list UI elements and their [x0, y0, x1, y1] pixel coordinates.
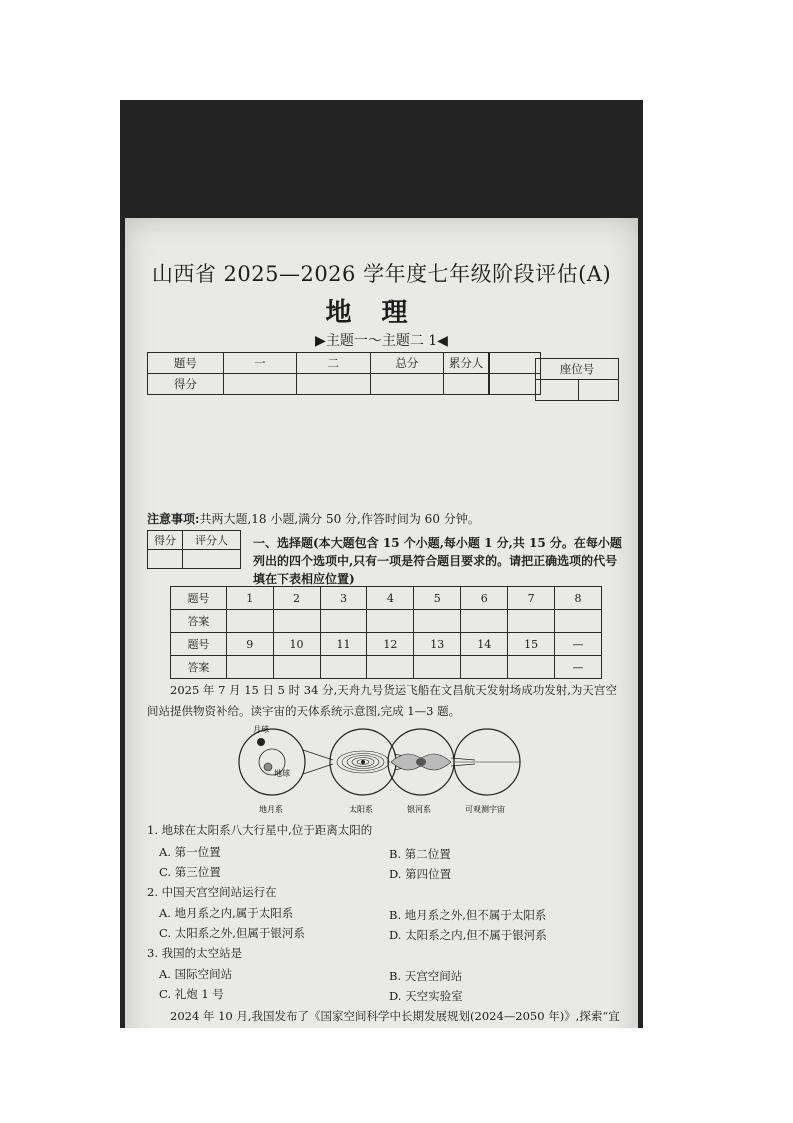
question-option[interactable]: C. 太阳系之外,但属于银河系 — [159, 926, 305, 940]
answer-cell: 答案 — [171, 656, 227, 679]
intro-paragraph-1: 2025 年 7 月 15 日 5 时 34 分,天舟九号货运飞船在文昌航天发射场成功发射,为天宫空间站提供物资补给。读宇宙的天体系统示意图,完成 1—3 题。 — [147, 683, 617, 718]
grader-score-label: 得分 — [148, 531, 183, 550]
photo-background — [120, 100, 643, 1028]
question-option[interactable]: B. 地月系之外,但不属于太阳系 — [389, 908, 547, 922]
answer-blank[interactable] — [508, 610, 555, 633]
answer-cell: 9 — [226, 633, 273, 656]
answer-blank[interactable] — [226, 656, 273, 679]
score-cell[interactable] — [223, 374, 296, 395]
subject-title: 地理 — [325, 298, 438, 328]
moon-dot — [257, 738, 265, 746]
seat-label: 座位号 — [536, 359, 619, 380]
notice-text: 共两大题,18 小题,满分 50 分,作答时间为 60 分钟。 — [199, 512, 480, 526]
answer-cell: 4 — [367, 587, 414, 610]
answer-blank[interactable] — [320, 656, 367, 679]
celestial-system-diagram — [235, 720, 535, 816]
question-option[interactable]: D. 第四位置 — [389, 867, 452, 881]
score-cell: 题号 — [148, 353, 224, 374]
answer-blank[interactable] — [367, 610, 414, 633]
diagram-label: 可观测宇宙 — [465, 805, 505, 814]
answer-cell: 2 — [273, 587, 320, 610]
question-option[interactable]: B. 天宫空间站 — [389, 969, 463, 983]
answer-blank[interactable] — [273, 656, 320, 679]
grader-table — [147, 530, 241, 569]
answer-blank[interactable] — [367, 656, 414, 679]
score-cell: 累分人 — [444, 353, 489, 374]
answer-blank[interactable] — [555, 610, 602, 633]
answer-cell: 6 — [461, 587, 508, 610]
answer-blank[interactable] — [414, 656, 461, 679]
earth-dot — [264, 763, 272, 771]
notice-label: 注意事项: — [147, 512, 200, 526]
score-table — [147, 352, 489, 395]
question-stem: 1. 地球在太阳系八大行星中,位于距离太阳的 — [147, 823, 373, 837]
answer-cell: 8 — [555, 587, 602, 610]
question-option[interactable]: A. 地月系之内,属于太阳系 — [159, 906, 294, 920]
diagram-label: 太阳系 — [349, 805, 373, 814]
answer-cell: 7 — [508, 587, 555, 610]
question-option[interactable]: D. 太阳系之内,但不属于银河系 — [389, 928, 547, 942]
answer-blank[interactable] — [461, 610, 508, 633]
question-stem: 3. 我国的太空站是 — [147, 946, 243, 960]
answer-cell: 题号 — [171, 587, 227, 610]
answer-cell: 14 — [461, 633, 508, 656]
score-cell: 得分 — [148, 374, 224, 395]
question-option[interactable]: B. 第二位置 — [389, 847, 451, 861]
answer-table — [170, 586, 602, 679]
topic-line: ▶主题一～主题二 1◀ — [315, 333, 448, 349]
score-cell: 二 — [297, 353, 370, 374]
question-stem: 2. 中国天宫空间站运行在 — [147, 885, 277, 899]
question-option[interactable]: A. 第一位置 — [159, 845, 221, 859]
score-cell[interactable] — [370, 374, 444, 395]
answer-cell: 10 — [273, 633, 320, 656]
answer-cell: 1 — [226, 587, 273, 610]
answer-blank[interactable] — [461, 656, 508, 679]
answer-cell: 13 — [414, 633, 461, 656]
earth-label: 地球 — [274, 769, 290, 778]
answer-cell: 3 — [320, 587, 367, 610]
question-option[interactable]: C. 礼炮 1 号 — [159, 987, 224, 1001]
answer-cell: 题号 — [171, 633, 227, 656]
question-option[interactable]: D. 天空实验室 — [389, 989, 463, 1003]
question-option[interactable]: C. 第三位置 — [159, 865, 221, 879]
notice — [147, 510, 480, 527]
diagram-label: 银河系 — [407, 805, 431, 814]
score-cell: 一 — [223, 353, 296, 374]
answer-cell: 15 — [508, 633, 555, 656]
answer-blank[interactable] — [273, 610, 320, 633]
score-table-extra — [489, 352, 541, 395]
answer-cell: — — [555, 656, 602, 679]
exam-title: 山西省 2025—2026 学年度七年级阶段评估(A) — [151, 262, 612, 286]
score-cell[interactable] — [297, 374, 370, 395]
answer-cell: 5 — [414, 587, 461, 610]
exam-paper — [125, 218, 638, 1028]
seat-table — [535, 358, 619, 401]
answer-blank[interactable] — [508, 656, 555, 679]
grader-reviewer-label: 评分人 — [183, 531, 241, 550]
answer-blank[interactable] — [320, 610, 367, 633]
score-cell[interactable] — [444, 374, 489, 395]
moon-label: 月球 — [253, 725, 269, 734]
section-heading: 一、选择题(本大题包含 15 个小题,每小题 1 分,共 15 分。在每小题列出的四个选项中,只有一项是符合题目要求的。请把正确选项的代号填在下表相应位置) — [253, 536, 622, 586]
answer-blank[interactable] — [414, 610, 461, 633]
answer-cell: 答案 — [171, 610, 227, 633]
answer-cell: — — [555, 633, 602, 656]
score-cell: 总分 — [370, 353, 444, 374]
earth-moon-circle — [239, 729, 305, 795]
diagram-label: 地月系 — [259, 805, 283, 814]
answer-blank[interactable] — [226, 610, 273, 633]
intro-paragraph-2: 2024 年 10 月,我国发布了《国家空间科学中长期发展规划(2024—2050 年)》,探索“宜 — [170, 1009, 620, 1023]
answer-cell: 11 — [320, 633, 367, 656]
question-option[interactable]: A. 国际空间站 — [159, 967, 233, 981]
answer-cell: 12 — [367, 633, 414, 656]
